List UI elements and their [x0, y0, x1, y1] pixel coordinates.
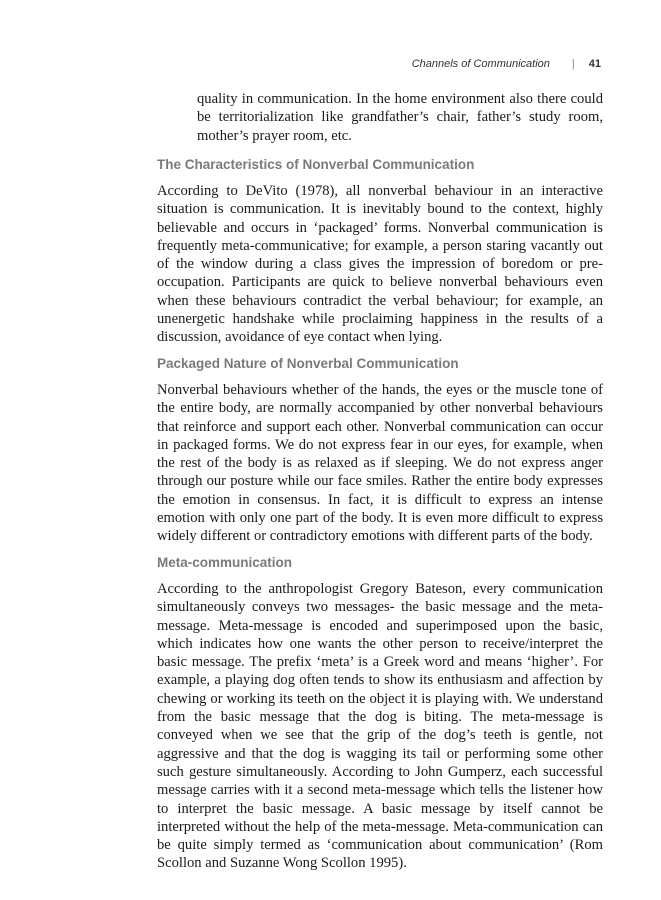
section-heading-characteristics: The Characteristics of Nonverbal Communication	[157, 157, 475, 172]
section-body-packaged-nature	[157, 381, 603, 546]
paragraph-meta-communication: According to the anthropologist Gregory Bateson, every communication simultaneously conveys two messages- the basic message and the meta-message. Meta-message is encoded and superimposed upon the basic, which indicates how one wants the other person to receive/interpret the basic message. The prefix ‘meta’ is a Greek word and means ‘higher’. For example, a playing dog often tends to show its enthusiasm and affection by chewing or working its teeth on the object it is playing with. We understand from the basic message that the dog is biting. The meta-message is conveyed when we see that the grip of the dog’s teeth is gentle, not aggressive and that the dog is wagging its tail or performing some other such gesture simultaneously. According to John Gumperz, each successful message carries with it a second meta-message which tells the listener how to interpret the basic message. A basic message by itself cannot be interpreted without the help of the meta-message. Meta-communication can be quite simply termed as ‘communication about communication’ (Rom Scollon and Suzanne Wong Scollon 1995).	[157, 581, 603, 872]
section-body-meta-communication	[157, 580, 603, 873]
running-head	[412, 58, 601, 70]
continued-paragraph	[197, 90, 603, 145]
running-head-title: Channels of Communication	[411, 58, 550, 70]
section-body-characteristics	[157, 182, 603, 347]
paragraph-characteristics: According to DeVito (1978), all nonverbal behaviour in an interactive situation is communication. It is inevitably bound to the context, highly believable and occurs in ‘packaged’ forms. Nonverbal communication is frequently meta-communicative; for example, a person staring vacantly out of the window during a class gives the impression of boredom or pre-occupation. Participants are quick to believe nonverbal behaviours even when these behaviours contradict the verbal behaviour; for example, an unenergetic handshake while proclaiming happiness in the results of a discussion, avoidance of eye contact when lying.	[157, 183, 603, 346]
page-number: 41	[588, 58, 601, 70]
running-head-separator: |	[571, 58, 575, 70]
section-heading-packaged-nature: Packaged Nature of Nonverbal Communication	[157, 356, 459, 371]
paragraph-packaged-nature: Nonverbal behaviours whether of the hands, the eyes or the muscle tone of the entire body, are normally accompanied by other nonverbal behaviours that reinforce and support each other. Nonverbal communication can occur in packaged forms. We do not express fear in our eyes, for example, when the rest of the body is as relaxed as if sleeping. We do not express anger through our posture while our face smiles. Rather the entire body expresses the emotion in consensus. In fact, it is difficult to express an intense emotion with only one part of the body. It is even more difficult to express widely different or contradictory emotions with different parts of the body.	[157, 382, 603, 545]
section-heading-meta-communication: Meta-communication	[157, 555, 293, 570]
continued-paragraph-text: quality in communication. In the home environment also there could be territorialization like grandfather’s chair, father’s study room, mother’s prayer room, etc.	[197, 91, 603, 144]
